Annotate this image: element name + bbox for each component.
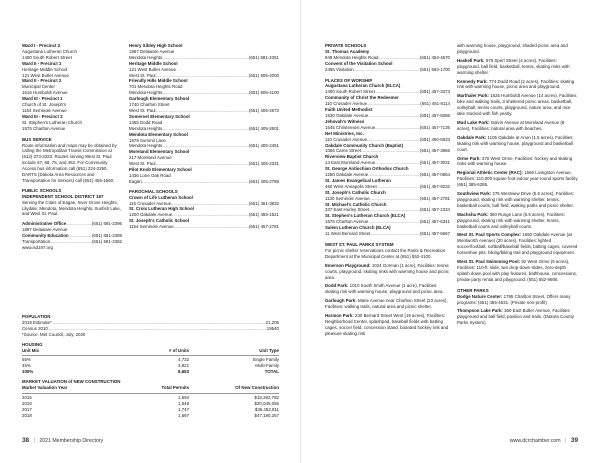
park-entry-name: Marthaler Park:	[457, 93, 489, 99]
market-heading: MARKET VALUATION of NEW CONSTRUCTION	[22, 379, 121, 385]
district-contact-label: Transportation	[22, 239, 51, 245]
table-header-cell: Unit Type	[259, 347, 279, 353]
precinct-location: 121 West Butler Avenue	[22, 72, 69, 78]
school-address: 1436 Lone Oak Road	[129, 172, 171, 178]
chamber-website[interactable]: www.dcrchamber.com	[509, 438, 561, 444]
left-page-number: 38	[22, 437, 30, 444]
worship-place-phone-label: 1530 Oakdale Avenue	[325, 112, 369, 118]
school-address: 1897 Delaware Avenue	[129, 48, 175, 54]
dot-leader	[162, 55, 249, 61]
park-entry-text: 92 West Orme (5 acres), Facilities: 110-ft. slide, two drop-down slides, zero-depth splash down pool with play features, bathhouse, concessions, private party rental and playground. (651) 552-9690.	[457, 259, 578, 282]
private-school-phone-value: (651) 683-1700	[419, 66, 450, 72]
school-name: Pilot Knob Elementary School	[129, 167, 192, 173]
table-cell: $18,282,782	[254, 394, 279, 400]
table-rule	[22, 393, 279, 394]
precinct-name: Ward III - Precinct 1	[22, 96, 63, 102]
park-entry-text: Marie Avenue near Charlton Street (23 acres), Facilities: walking trails, natural area and picnic shelter.	[325, 298, 448, 310]
worship-place-name: Net Ministries, Inc.	[325, 130, 364, 136]
park-entry	[457, 170, 578, 188]
worship-place-phone-label: 1400 South Robert Street	[325, 89, 375, 95]
left-footer: 38 | 2021 Membership Directory	[22, 437, 104, 444]
precinct-name: Ward II - Precinct 2	[22, 78, 62, 84]
table-cell: 2015	[22, 394, 32, 400]
park-entry-text: 275 Westview Drive (5.5 acres), Facilities: playground, skating rink with warming shelter, tennis, basketball courts, ball field, walking paths and picnic shelter.	[457, 191, 575, 208]
worship-place-phone-value: (651) 457-7135	[419, 124, 450, 130]
table-cell: Single Family	[252, 357, 279, 363]
parks-heading: WEST ST. PAUL PARKS SYSTEM	[325, 242, 394, 247]
table-header-cell: Unit Mix	[22, 347, 40, 353]
table-header-cell: Market Valuation Year	[22, 385, 68, 391]
table-cell: 1,694	[178, 394, 190, 400]
worship-place-phone-value: (651) 457-3866	[419, 148, 450, 154]
population-note: *Source: Met Council, July, 2020	[22, 331, 86, 337]
parochial-school-phone-label: 1154 Seminole Avenue	[129, 224, 174, 230]
dot-leader	[174, 224, 249, 230]
table-cell: $36,453,811	[254, 406, 279, 412]
table-cell: 45%	[22, 363, 31, 369]
table-row	[22, 369, 279, 375]
school-name: Garlough Elementary School	[129, 96, 190, 102]
precinct-name: Ward II - Precinct 1	[22, 60, 62, 66]
school-phone-label: Eagan	[129, 178, 142, 184]
private-school-list	[325, 49, 450, 73]
school-phone-value: (651) 905-4000	[248, 72, 279, 78]
park-entry-text: 1625 Humboldt Avenue (14 acres), Facilities: bike and walking trails, 3 sheltered picnic areas, basketball, volleyball, tennis courts, playground, nature area, and nice lake stocked with fish yearly.	[457, 93, 578, 117]
private-schools-heading: PRIVATE SCHOOLS	[325, 43, 367, 48]
worship-place-phone	[325, 137, 450, 143]
precinct-location: Church of St. Joseph's	[22, 102, 67, 108]
park-entry	[325, 298, 450, 310]
worship-place-phone	[325, 113, 450, 119]
left-column-1	[22, 43, 122, 303]
other-parks-heading: OTHER PARKS	[457, 287, 489, 293]
worship-place-name: St. Joseph's Catholic Church	[325, 189, 386, 195]
table-cell: 1,697	[178, 412, 190, 418]
school-phone	[129, 126, 279, 132]
school-address: 217 Moreland Avenue	[129, 155, 172, 161]
table-header-cell: Of New Construction	[235, 385, 279, 391]
parochial-list	[129, 195, 279, 230]
table-cell: 2018	[22, 412, 32, 418]
table-cell: 1,549	[178, 400, 190, 406]
parks-continued: with warming house, playground, shaded picnic area and playground.	[457, 43, 568, 54]
worship-place-phone-label: 14 East Moreland Avenue	[325, 160, 376, 166]
housing-table	[22, 348, 279, 376]
park-list-1	[325, 260, 450, 337]
dot-leader	[368, 113, 420, 119]
park-entry-name: West St. Paul Swimming Pool:	[457, 259, 521, 265]
park-entry-name: Wachsha Park:	[457, 211, 489, 217]
right-footer: www.dcrchamber.com | 39	[509, 437, 578, 444]
worship-place-name: St. James Evangelical Lutheran	[325, 177, 391, 183]
worship-place-name: Faith United Methodist	[325, 107, 373, 113]
private-school-phone	[325, 67, 450, 73]
other-park-entry-text: 360 East Butler Avenue, Facilities: playground and ball field, pavilion and trails. (Dakota County Parks System)	[457, 308, 574, 326]
worship-place-phone-value: (651) 450-6833	[419, 136, 450, 142]
school-name: Heritage Middle School	[129, 60, 178, 66]
table-cell: 100%	[22, 369, 34, 375]
worship-place-phone-value: (651) 457-5086	[419, 112, 450, 118]
worship-place-phone-value: (651) 457-9232	[419, 183, 450, 189]
park-entry	[457, 259, 578, 283]
worship-place-phone-label: 1066 Carrie Street	[325, 148, 361, 154]
worship-place-phone-value: (651) 457-3373	[419, 89, 450, 95]
park-list-2	[457, 55, 578, 283]
dot-leader	[142, 179, 249, 185]
park-entry-text: 1024 Gorman (1 acre), Facilities: tennis courts, playground, skating rinks with warming house and picnic area.	[325, 262, 449, 280]
table-rule	[22, 355, 279, 356]
dot-leader	[162, 126, 249, 132]
precinct-name: Ward III - Precinct 2	[22, 113, 63, 119]
precinct-location: 1616 Humboldt Avenue	[22, 90, 68, 96]
table-cell: TOTAL	[264, 369, 279, 375]
precinct-location: Augustana Lutheran Church	[22, 48, 77, 54]
parochial-school-phone	[129, 224, 279, 230]
worship-place-name: Augustana Lutheran Church (ELCA)	[325, 83, 401, 89]
district-contact-value: (651) 681-2382	[91, 239, 122, 245]
other-park-entry-text: 1795 Charlton Street, Offers many programs: (651) 455-4531. (Private non-profit)	[457, 293, 571, 305]
table-row	[22, 413, 279, 419]
district-contact-label: Administrative Office	[22, 221, 67, 227]
school-phone-value: (651) 905-4100	[248, 90, 279, 96]
other-parks-list	[457, 294, 578, 327]
housing-heading: HOUSING	[22, 341, 43, 347]
district-website[interactable]: www.isd197.org	[22, 245, 53, 250]
school-address: 1355 Dodd Road	[129, 119, 163, 125]
worship-place-phone	[325, 184, 450, 190]
school-phone-label: Mendota Heights	[129, 125, 163, 131]
park-entry	[325, 263, 450, 281]
school-phone-label: Mendota Heights	[129, 54, 163, 60]
parochial-school-phone-value: (651) 457-2781	[248, 224, 279, 230]
school-name: Mendota Elementary School	[129, 131, 188, 137]
dot-leader	[50, 239, 92, 245]
right-column-2	[457, 43, 578, 447]
table-cell: $47,190,257	[254, 412, 279, 418]
park-entry-name: Oakdale Park:	[457, 134, 487, 140]
private-school-name: St. Thomas Academy	[325, 48, 370, 54]
right-column-1	[325, 43, 450, 447]
table-header-cell: Total Permits	[161, 385, 190, 391]
park-entry	[457, 120, 578, 132]
school-phone	[129, 108, 279, 114]
population-row-value: 21,205	[265, 319, 279, 325]
park-entry	[457, 156, 578, 168]
right-page-number: 39	[570, 437, 578, 444]
table-cell: 55%	[22, 357, 31, 363]
worship-place-phone-value: (651) 457-2781	[419, 195, 450, 201]
city-statistics	[22, 314, 279, 444]
population-heading: POPULATION	[22, 314, 51, 319]
park-entry-text: 1105 Oakdale at Anon (1.5 acres), Facilities: skating rink with warming house, playground and basketball court.	[457, 134, 574, 152]
table-cell: $20,045,055	[254, 400, 279, 406]
private-school-name: Convent of the Visitation School	[325, 60, 393, 66]
parochial-school-phone-value: (651) 451-3832	[248, 200, 279, 206]
park-entry-name: Orme Park:	[457, 155, 481, 161]
worship-place-phone-label: 110 Crusader Avenue	[325, 136, 368, 142]
worship-place-name: St. Michael's Catholic Church	[325, 201, 387, 207]
precinct-location: Heritage Middle School	[22, 66, 68, 72]
dot-leader	[48, 326, 267, 332]
park-entry	[325, 283, 450, 295]
worship-place-name: Riverview Baptist Church	[325, 154, 379, 160]
worship-place-name: Jehovah's Witness	[325, 118, 365, 124]
parochial-school-phone-label: 115 Crusader Avenue	[129, 200, 172, 206]
park-entry-name: Emerson Playground:	[325, 262, 371, 268]
school-phone	[129, 179, 279, 185]
school-phone-value: (651) 405-2451	[248, 143, 279, 149]
school-name: Somerset Elementary School	[129, 113, 190, 119]
park-entry-name: Mud Lake Park:	[457, 119, 490, 125]
park-entry-name: Harmon Park:	[325, 313, 354, 319]
parochial-school-name: St. Croix Lutheran High School	[129, 206, 194, 212]
table-cell: 3,921	[178, 363, 190, 369]
school-name: Friendly Hills Middle School	[129, 78, 188, 84]
directory-title: 2021 Membership Directory	[39, 438, 104, 444]
private-school-phone-value: (651) 454-4570	[419, 54, 450, 60]
park-entry-name: Dodd Park:	[325, 283, 349, 289]
worship-place-phone-value: (651) 457-0854	[419, 172, 450, 178]
parks-intro: For picnic shelter reservations contact the Parks & Recreation Department at the Municipal Center at (651) 552-4100.	[325, 247, 446, 259]
other-park-entry-name: Thompson Lake Park:	[457, 308, 503, 314]
park-entry	[457, 212, 578, 230]
park-entry	[457, 58, 578, 76]
parochial-school-phone-value: (651) 455-1521	[248, 212, 279, 218]
precinct-location: St. Stephen's Lutheran Church	[22, 119, 82, 125]
park-entry	[325, 313, 450, 337]
worship-place-name: Oakdale Community Church (Baptist)	[325, 142, 404, 148]
precinct-location: 1154 Seminole Avenue	[22, 107, 67, 113]
dot-leader	[377, 184, 420, 190]
park-entry-name: Garlough Park:	[325, 298, 357, 304]
worship-place-phone	[325, 125, 450, 131]
dot-leader	[367, 101, 420, 107]
precinct-location: 1575 Charlton Avenue	[22, 125, 66, 131]
worship-place-phone-label: 1575 Charlton Avenue	[325, 219, 369, 225]
park-entry-name: Southview Park:	[457, 191, 492, 197]
school-phone	[129, 55, 279, 61]
park-entry-name: Kennedy Park:	[457, 78, 488, 84]
parochial-school-name: Crown of Life Lutheran School	[129, 194, 193, 200]
park-entry-text: 230 Bernard Street West (19 acres), Facilities: Neighborhood Center, splashpad, baseball fields with batting cages, soccer field, concession stand, boarded hockey rink and pleasure skating rink	[325, 313, 449, 336]
table-cell: Multi-Family	[255, 363, 279, 369]
dot-leader	[156, 108, 249, 114]
worship-place-phone-label: 11 West Bernard Street	[325, 231, 371, 237]
district-contact-address: 1897 Delaware Avenue	[22, 227, 68, 233]
worship-place-phone	[325, 196, 450, 202]
other-park-entry	[457, 294, 578, 306]
park-entry	[457, 93, 578, 117]
school-phone-value: (651) 405-2331	[248, 161, 279, 167]
worship-place-phone-value: (651) 457-6341	[419, 219, 450, 225]
parochial-school-name: St. Joseph's Catholic School	[129, 218, 190, 224]
table-cell: 4,732	[178, 357, 190, 363]
worship-place-phone-value: (651) 457-2334	[419, 207, 450, 213]
park-entry-text: 370 West Orme, Facilities: hockey and skating rinks with warming house.	[457, 155, 573, 167]
precinct-name: Ward I - Precinct 2	[22, 43, 61, 48]
school-phone-label: West St. Paul	[129, 161, 156, 167]
park-entry-text: Galvin Avenue at Moreland Avenue (8 acres), Facilities: natural area with beaches.	[457, 119, 565, 131]
district-heading: INDEPENDENT SCHOOL DISTRICT 197	[22, 193, 104, 199]
table-header	[22, 348, 279, 354]
park-entry-text: 1650 Oakdale Avenue (at Wentworth Avenue) (20 acres), Facilities: lighted soccer/football, softball/baseball fields, batting cages, covered horseshoe pits, hiking/biking trail and playground equipment.	[457, 232, 578, 256]
park-entry-name: West St. Paul Sports Complex:	[457, 232, 522, 238]
precinct-location: 1400 South Robert Street	[22, 54, 72, 60]
private-school-phone	[325, 55, 450, 61]
school-list	[129, 43, 279, 185]
district-contact-value: (651) 681-2396	[91, 221, 122, 227]
market-table	[22, 385, 279, 419]
worship-place-phone-label: 337 East Hurley Street	[325, 207, 370, 213]
school-name: Henry Sibley High School	[129, 43, 183, 48]
park-entry	[457, 191, 578, 209]
park-entry-name: Regional Athletic Center (RAC):	[457, 170, 523, 176]
district-contact-label: Community Education	[22, 233, 69, 239]
table-cell: 1,747	[178, 406, 190, 412]
table-cell: 8,653	[178, 369, 190, 375]
school-phone-value: (651) 405-2601	[248, 125, 279, 131]
dot-leader	[370, 196, 420, 202]
dot-leader	[354, 67, 420, 73]
dot-leader	[375, 125, 420, 131]
park-entry-name: Haskell Park:	[457, 57, 485, 63]
park-entry	[457, 135, 578, 153]
right-page	[300, 0, 600, 463]
bus-service-heading: BUS SERVICE	[22, 136, 52, 142]
table-header-cell: # of Units	[169, 347, 190, 353]
worship-place-name: St. Stephen's Lutheran Church (ELCA)	[325, 213, 406, 219]
worship-place-phone-label: 1545 Christensen Avenue	[325, 124, 376, 130]
population-row-label: 2019 Estimate*	[22, 319, 52, 325]
school-phone-label: Mendota Heights	[129, 143, 163, 149]
park-entry	[457, 232, 578, 256]
private-school-phone-label: 2455 Visitation	[325, 66, 354, 72]
park-entry	[457, 79, 578, 91]
worship-place-phone	[325, 231, 450, 237]
population-row-label: Census 2010	[22, 325, 48, 331]
public-schools-heading: PUBLIC SCHOOLS	[22, 187, 62, 193]
worship-heading: PLACES OF WORSHIP	[325, 77, 373, 83]
worship-place-phone-value: (651) 457-3031	[419, 160, 450, 166]
school-phone-label: Mendota Heights	[129, 90, 163, 96]
district-text: Serving the Cities of Eagan, Inver Grove Heights, Lilydale, Mendota, Mendota Heights, Sunfish Lake, and West St. Paul.	[22, 199, 122, 217]
table-cell: 2017	[22, 406, 32, 412]
population-row-value: 19540	[266, 325, 279, 331]
school-address: 1979 Summit Lane	[129, 137, 166, 143]
school-phone-label: West St. Paul	[129, 107, 156, 113]
worship-place-phone-value: (651) 457-6667	[419, 231, 450, 237]
other-park-entry-name: Dodge Nature Center:	[457, 293, 503, 299]
school-address: 701 Mendota Heights Road	[129, 84, 183, 90]
worship-place-phone-value: (651) 451-8114	[420, 101, 450, 107]
worship-place-name: Community of Christ the Redeemer	[325, 95, 399, 101]
polling-precincts	[22, 43, 122, 132]
private-school-phone-label: 949 Mendota Heights Road	[325, 54, 379, 60]
worship-place-name: St. George Antiochian Orthodox Church	[325, 166, 409, 172]
worship-place-phone-label: 1130 Seminole Avenue	[325, 195, 370, 201]
precinct-location: Municipal Center	[22, 84, 55, 90]
parochial-school-phone-label: 1200 Oakdale Avenue	[129, 212, 173, 218]
park-entry-text: 1665 Livingston Avenue, Facilities: 110,000 square foot indoor year-round sports facility (651) 385-6285.	[457, 170, 578, 188]
park-entry-text: 1010 South Smith Avenue (1 acre), Facilities: skating rink with warming house, playground and picnic area.	[325, 283, 444, 295]
worship-place-phone-label: 1250 Oakdale Avenue	[325, 172, 369, 178]
school-phone-value: (651) 681-2351	[248, 54, 279, 60]
dot-leader	[66, 221, 92, 227]
worship-list	[325, 83, 450, 237]
school-address: 1740 Charlton Street	[129, 102, 170, 108]
district-contacts	[22, 221, 122, 245]
population-row	[22, 326, 279, 332]
other-park-entry	[457, 308, 578, 326]
school-phone-label: West St. Paul	[129, 72, 156, 78]
dot-leader	[367, 137, 420, 143]
dot-leader	[378, 55, 420, 61]
table-cell: 2016	[22, 400, 32, 406]
left-column-2	[129, 43, 279, 305]
school-name: Moreland Elementary School	[129, 149, 190, 155]
bus-service-text: Route information and maps may be obtained by calling the Metropolitan Transit Commission at (612) 373-3333. Routes serving West St. Paul include 67, 68, 75, and 452. For Community Access bus information call (651) 224-2290. DARTS (Dakota Area Resources and Transportation for Seniors) call (651) 455-1560.	[22, 142, 117, 183]
parochial-heading: PAROCHIAL SCHOOLS	[129, 188, 178, 194]
park-entry-text: 774 Dodd Road (2 acres), Facilities: skating rink with warming house, picnic area and playground.	[457, 78, 575, 90]
worship-place-phone-label: 110 Crusader Avenue	[325, 101, 368, 107]
table-header	[22, 385, 279, 391]
park-entry-text: 360 Runge Lane (5.5 acres), Facilities: playground, skating rink with warming shelter, tennis, basketball courts and volleyball courts.	[457, 211, 565, 229]
worship-place-name: Salem Lutheran Church (ELCA)	[325, 225, 391, 231]
dot-leader	[370, 231, 419, 237]
school-phone-value: (651) 405-2788	[248, 178, 279, 184]
worship-place-phone-label: 460 West Annapolis Street	[325, 183, 377, 189]
school-phone-value: (651) 405-2673	[248, 107, 279, 113]
park-entry-text: 975 Sperl Street (4 acres), Facilities: playground, ball field, basketball, tennis, skating rinks with warming shelter.	[457, 57, 570, 75]
school-address: 121 West Butler Avenue	[129, 66, 176, 72]
district-contact-value: (651) 681-2389	[91, 233, 122, 239]
